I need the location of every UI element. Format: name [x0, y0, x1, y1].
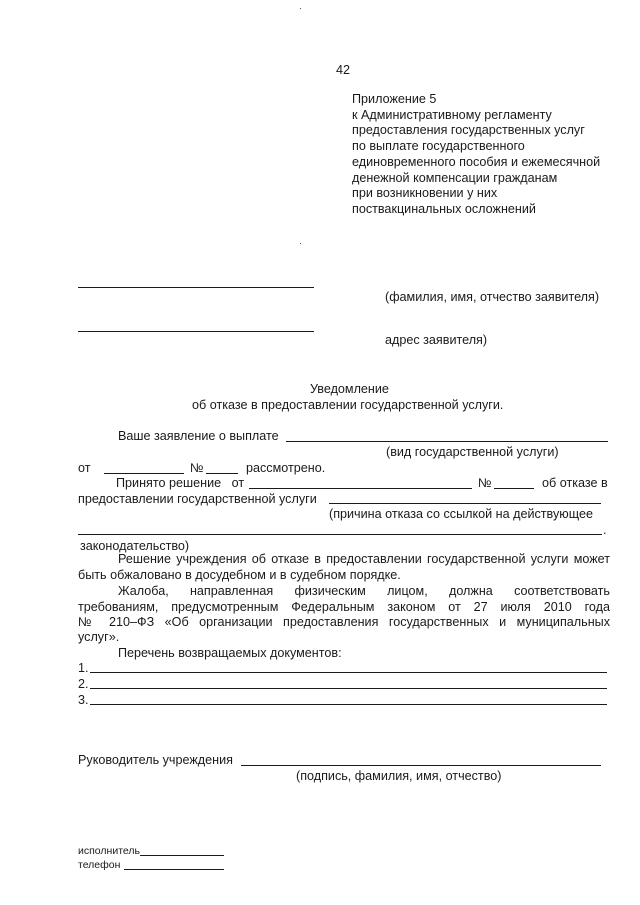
page-number: 42 — [336, 63, 351, 77]
reason-line — [78, 534, 602, 535]
decision-date-line — [249, 488, 472, 489]
reason-line-end: . — [603, 523, 607, 537]
document-item-number: 1. — [78, 661, 89, 675]
statement-label: Ваше заявление о выплате — [118, 429, 279, 443]
legislation-text: законодательство) — [80, 539, 190, 553]
applicant-name-line — [78, 287, 314, 288]
executor-line — [140, 855, 224, 856]
appeal-paragraph-line: Решение учреждения об отказе в предоставлении государственной услуги может — [118, 552, 610, 566]
documents-label: Перечень возвращаемых документов: — [118, 646, 342, 660]
appeal-paragraph-line: быть обжаловано в досудебном и в судебном порядке. — [78, 568, 401, 582]
applicant-name-caption: (фамилия, имя, отчество заявителя) — [385, 290, 600, 304]
number-line — [206, 473, 238, 474]
scan-speck — [300, 243, 301, 244]
document-item-line — [90, 688, 607, 689]
date-line — [104, 473, 184, 474]
complaint-paragraph-line: требованиям, предусмотренным Федеральным законом от 27 июля 2010 года — [78, 600, 610, 614]
provision-label: предоставлении государственной услуги — [78, 492, 317, 506]
document-item-line — [90, 704, 607, 705]
provision-line — [329, 503, 601, 504]
appendix-block — [352, 92, 600, 218]
appendix-line: поствакцинальных осложнений — [352, 201, 536, 216]
decision-label: Принято решение от — [116, 476, 245, 490]
refusal-text: об отказе в — [542, 476, 608, 490]
document-item-number: 2. — [78, 677, 89, 691]
appendix-line: по выплате государственного — [352, 139, 525, 154]
phone-label: телефон — [78, 859, 121, 871]
appendix-line: к Административному регламенту — [352, 107, 552, 122]
signature-caption: (подпись, фамилия, имя, отчество) — [296, 769, 502, 783]
from-label: от — [78, 461, 91, 475]
reason-caption: (причина отказа со ссылкой на действующее — [329, 507, 593, 521]
signature-label: Руководитель учреждения — [78, 753, 233, 767]
document-item-number: 3. — [78, 693, 89, 707]
appendix-line: при возникновении у них — [352, 186, 498, 201]
applicant-address-line — [78, 331, 314, 332]
decision-number-label: № — [478, 476, 492, 490]
decision-number-line — [494, 488, 534, 489]
service-type-line — [286, 441, 608, 442]
notice-subtitle: об отказе в предоставлении государственной услуги. — [192, 398, 504, 412]
appendix-line: денежной компенсации гражданам — [352, 170, 558, 185]
number-label: № — [190, 461, 204, 475]
executor-label: исполнитель — [78, 845, 140, 857]
signature-line — [241, 765, 601, 766]
appendix-line: Приложение 5 — [352, 92, 437, 106]
reviewed-text: рассмотрено. — [246, 461, 326, 475]
appendix-line: единовременного пособия и ежемесячной — [352, 154, 601, 169]
complaint-paragraph-line: услуг». — [78, 630, 120, 644]
phone-line — [124, 869, 224, 870]
notice-title: Уведомление — [310, 382, 389, 396]
complaint-paragraph-line: № 210–ФЗ «Об организации предоставления государственных и муниципальных — [78, 615, 610, 629]
appendix-line: предоставления государственных услуг — [352, 123, 585, 138]
scan-speck — [300, 8, 301, 9]
applicant-address-caption: адрес заявителя) — [385, 333, 488, 347]
service-type-caption: (вид государственной услуги) — [386, 445, 559, 459]
complaint-paragraph-line: Жалоба, направленная физическим лицом, должна соответствовать — [118, 584, 610, 598]
document-item-line — [90, 672, 607, 673]
